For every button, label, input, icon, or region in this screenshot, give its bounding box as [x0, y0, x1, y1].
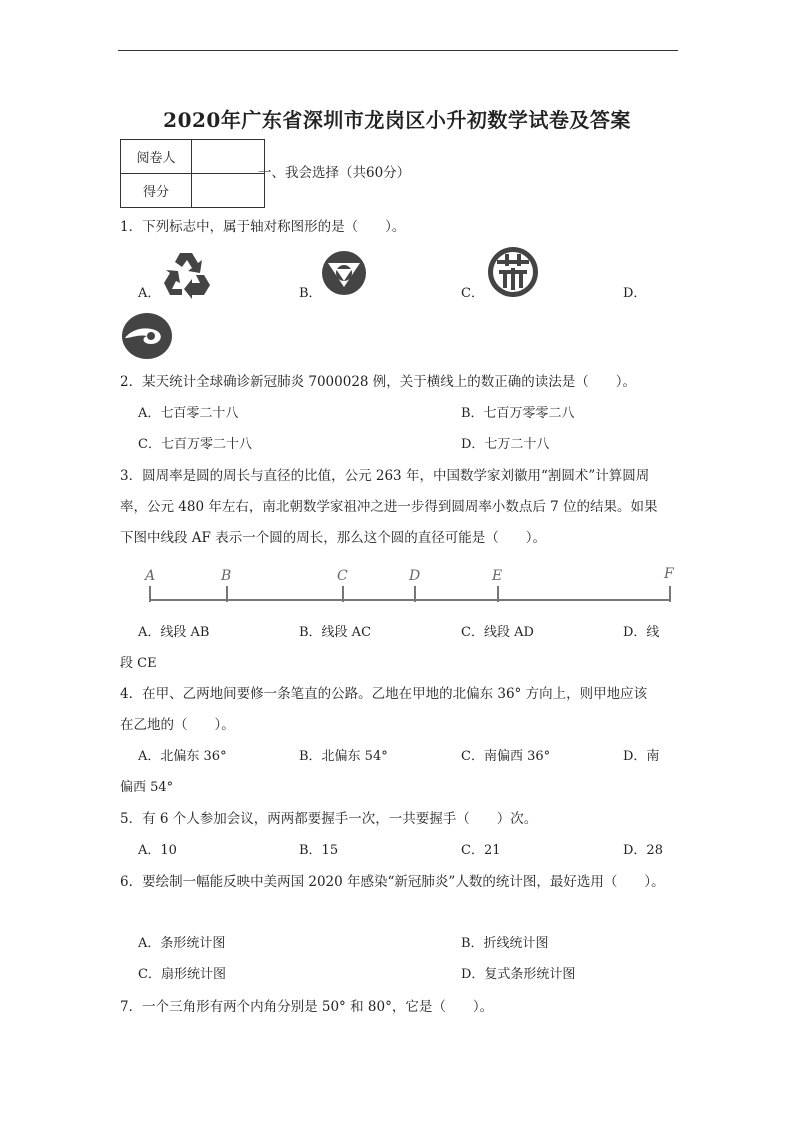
q6-option-a: A．条形统计图 — [138, 936, 226, 951]
q4-option-b: B．北偏东 54° — [299, 749, 388, 764]
q6-option-b: B．折线统计图 — [461, 936, 549, 951]
q4-option-a: A．北偏东 36° — [138, 749, 227, 764]
q4-option-c: C．南偏西 36° — [461, 749, 551, 764]
header-rule — [118, 50, 678, 51]
q2-option-a: A．七百零二十八 — [138, 406, 239, 421]
q1-option-d: D． — [623, 286, 647, 301]
point-label-a: A — [145, 568, 156, 584]
question-4-line-2: 在乙地的（ ）。 — [120, 717, 235, 733]
q3-option-d: D．线 — [623, 625, 660, 640]
point-label-b: B — [221, 568, 232, 584]
point-label-f: F — [664, 566, 674, 582]
point-label-c: C — [337, 568, 348, 584]
q1-option-b: B． — [299, 286, 322, 301]
circle-v-logo-icon — [320, 249, 368, 297]
q6-option-c: C．扇形统计图 — [138, 967, 226, 982]
q5-option-b: B．15 — [299, 843, 339, 858]
q4-option-d-wrap: 偏西 54° — [120, 780, 174, 795]
q6-option-d: D．复式条形统计图 — [461, 967, 576, 982]
page-title: 2020年广东省深圳市龙岗区小升初数学试卷及答案 — [163, 108, 631, 132]
q2-option-d: D．七万二十八 — [461, 437, 550, 452]
reviewer-label: 阅卷人 — [121, 140, 192, 174]
question-7: 7．一个三角形有两个内角分别是 50° 和 80°，它是（ ）。 — [120, 999, 494, 1015]
reviewer-blank — [192, 140, 265, 174]
q3-option-a: A．线段 AB — [138, 625, 210, 640]
q2-option-c: C．七百万零二十八 — [138, 437, 252, 452]
question-3-line-1: 3．圆周率是圆的周长与直径的比值，公元 263 年，中国数学家刘徽用“割圆术”计算圆周 — [120, 468, 650, 484]
q5-option-c: C．21 — [461, 843, 501, 858]
circle-swirl-logo-icon — [121, 312, 173, 360]
point-label-d: D — [409, 568, 421, 584]
question-3-line-3: 下图中线段 AF 表示一个圆的周长，那么这个圆的直径可能是（ ）。 — [120, 530, 546, 546]
point-label-e: E — [492, 568, 503, 584]
question-5: 5．有 6 个人参加会议，两两都要握手一次，一共要握手（ ）次。 — [120, 811, 538, 827]
q4-option-d: D．南 — [623, 749, 660, 764]
section-heading: 一、我会选择（共60分） — [258, 165, 411, 181]
q3-option-c: C．线段 AD — [461, 625, 534, 640]
circle-pattern-logo-icon — [487, 246, 539, 298]
q1-option-c: C． — [461, 286, 484, 301]
q2-option-b: B．七百万零零二八 — [461, 406, 575, 421]
question-3-line-2: 率，公元 480 年左右，南北朝数学家祖冲之进一步得到圆周率小数点后 7 位的结果。如果 — [120, 499, 658, 515]
q5-option-d: D．28 — [623, 843, 663, 858]
q5-option-a: A．10 — [138, 843, 177, 858]
q3-option-b: B．线段 AC — [299, 625, 372, 640]
q3-option-d-wrap: 段 CE — [120, 656, 157, 671]
question-2: 2．某天统计全球确诊新冠肺炎 7000028 例，关于横线上的数正确的读法是（ ）。 — [120, 374, 637, 390]
score-table — [120, 139, 265, 208]
q1-option-a: A． — [138, 286, 161, 301]
segment-af-diagram — [140, 560, 680, 610]
question-6: 6．要绘制一幅能反映中美两国 2020 年感染“新冠肺炎”人数的统计图，最好选用（ ）。 — [120, 874, 665, 890]
score-label: 得分 — [121, 174, 192, 208]
question-4-line-1: 4．在甲、乙两地间要修一条笔直的公路。乙地在甲地的北偏东 36° 方向上，则甲地应该 — [120, 686, 648, 702]
question-1: 1．下列标志中，属于轴对称图形的是（ ）。 — [120, 219, 406, 235]
score-blank — [192, 174, 265, 208]
recycle-logo-icon — [160, 249, 212, 297]
